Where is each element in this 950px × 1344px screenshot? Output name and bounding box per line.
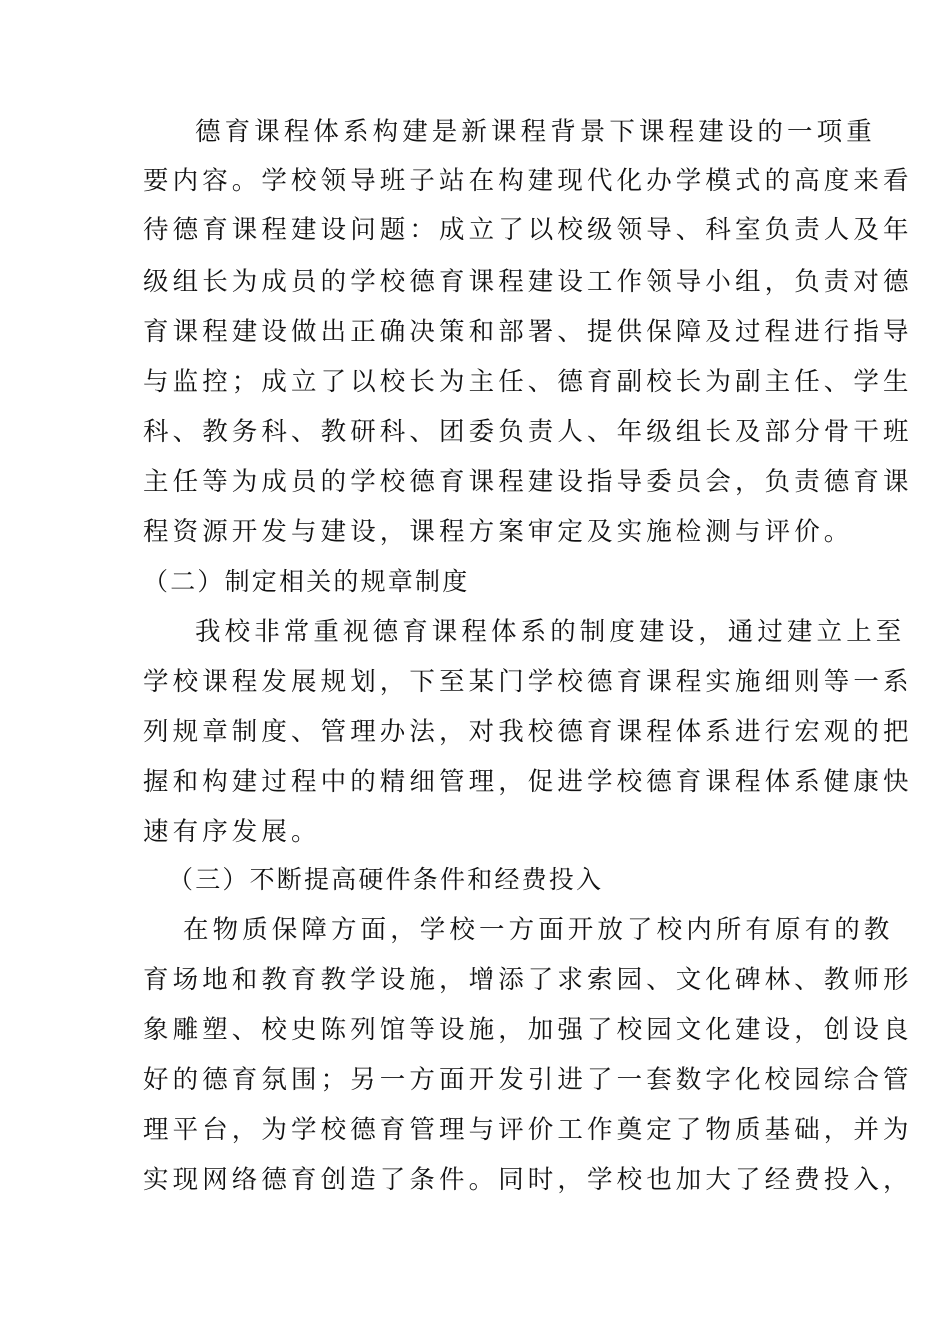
text-line: 理平台，为学校德育管理与评价工作奠定了物质基础，并为: [143, 1115, 913, 1145]
text-line: 象雕塑、校史陈列馆等设施，加强了校园文化建设，创设良: [143, 1015, 913, 1045]
section-heading: （三）不断提高硬件条件和经费投入: [168, 865, 604, 894]
text-line: 德育课程体系构建是新课程背景下课程建设的一项重: [195, 117, 876, 147]
text-line: 要内容。学校领导班子站在构建现代化办学模式的高度来看: [143, 166, 913, 196]
text-line: 主任等为成员的学校德育课程建设指导委员会，负责德育课: [143, 467, 913, 497]
text-line: 级组长为成员的学校德育课程建设工作领导小组，负责对德: [143, 267, 913, 297]
section-heading: （二）制定相关的规章制度: [143, 567, 470, 596]
text-line: 在物质保障方面，学校一方面开放了校内所有原有的教: [183, 915, 894, 945]
text-line: 程资源开发与建设，课程方案审定及实施检测与评价。: [143, 517, 854, 547]
text-line: 育场地和教育教学设施，增添了求索园、文化碑林、教师形: [143, 965, 913, 995]
text-line: 待德育课程建设问题：成立了以校级领导、科室负责人及年: [143, 215, 913, 245]
text-line: 育课程建设做出正确决策和部署、提供保障及过程进行指导: [143, 317, 913, 347]
text-line: 列规章制度、管理办法，对我校德育课程体系进行宏观的把: [143, 717, 913, 747]
text-line: 握和构建过程中的精细管理，促进学校德育课程体系健康快: [143, 767, 913, 797]
text-line: 实现网络德育创造了条件。同时，学校也加大了经费投入，: [143, 1165, 913, 1195]
text-line: 我校非常重视德育课程体系的制度建设，通过建立上至: [195, 617, 906, 647]
text-line: 速有序发展。: [143, 817, 321, 847]
text-line: 科、教务科、教研科、团委负责人、年级组长及部分骨干班: [143, 417, 913, 447]
text-line: 学校课程发展规划，下至某门学校德育课程实施细则等一系: [143, 667, 913, 697]
text-line: 与监控；成立了以校长为主任、德育副校长为副主任、学生: [143, 367, 913, 397]
text-line: 好的德育氛围；另一方面开发引进了一套数字化校园综合管: [143, 1065, 913, 1095]
